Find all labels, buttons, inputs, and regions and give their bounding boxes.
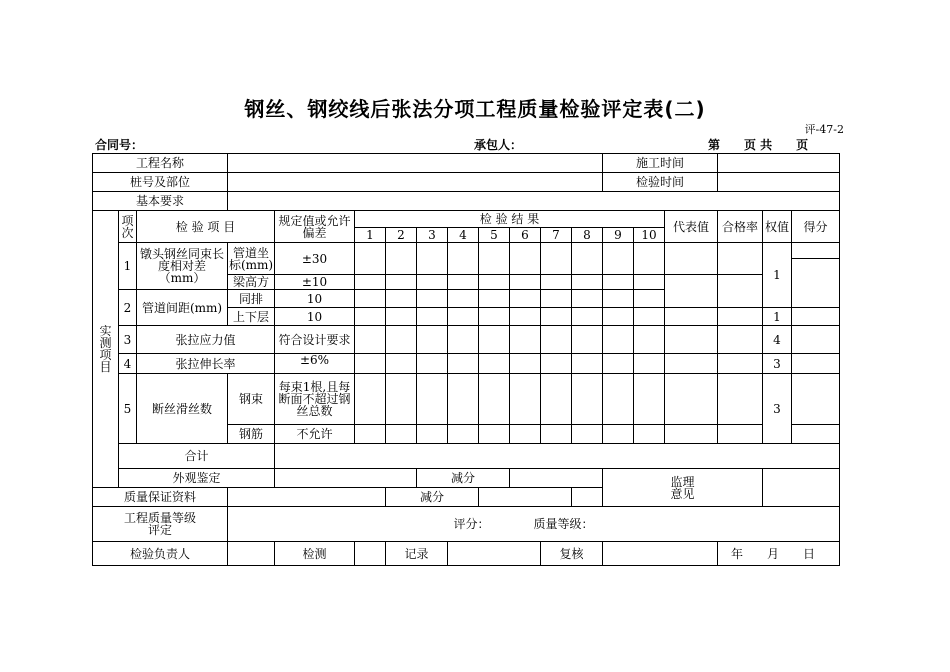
result-cell[interactable] bbox=[792, 326, 840, 354]
station-field[interactable] bbox=[228, 173, 603, 192]
item-2-sub-1-spec: 10 bbox=[275, 290, 355, 308]
station-label: 桩号及部位 bbox=[93, 173, 228, 192]
result-cell[interactable] bbox=[792, 259, 840, 308]
appearance-deduct-field[interactable] bbox=[510, 469, 603, 488]
result-col-3: 3 bbox=[417, 228, 448, 243]
result-cell[interactable] bbox=[792, 308, 840, 326]
result-cell[interactable] bbox=[718, 275, 763, 308]
result-cell[interactable] bbox=[792, 374, 840, 425]
result-cell[interactable] bbox=[541, 290, 572, 308]
result-cell[interactable] bbox=[634, 290, 665, 308]
result-cell[interactable] bbox=[792, 425, 840, 444]
quality-docs-deduct-field[interactable] bbox=[479, 488, 572, 507]
item-5-sub-2-spec: 不允许 bbox=[275, 425, 355, 444]
result-cell[interactable] bbox=[665, 275, 718, 308]
result-cell[interactable] bbox=[386, 374, 417, 425]
result-cell[interactable] bbox=[479, 290, 510, 308]
result-cell[interactable] bbox=[603, 425, 634, 444]
result-cell[interactable] bbox=[355, 290, 386, 308]
item-5-sub-1-spec: 每束1根,且每断面不超过钢丝总数 bbox=[275, 374, 355, 425]
result-cell[interactable] bbox=[572, 425, 603, 444]
result-cell[interactable] bbox=[572, 308, 603, 326]
result-cell[interactable] bbox=[479, 275, 510, 290]
quality-docs-label: 质量保证资料 bbox=[93, 488, 228, 507]
item-1-sub-1-spec: ±30 bbox=[275, 243, 355, 275]
result-cell[interactable] bbox=[417, 243, 448, 275]
item-3-no: 3 bbox=[119, 326, 137, 354]
result-cell[interactable] bbox=[572, 290, 603, 308]
result-cell[interactable] bbox=[634, 425, 665, 444]
result-cell[interactable] bbox=[510, 425, 541, 444]
item-2-sub-1-label: 同排 bbox=[228, 290, 275, 308]
item-1-sub-2-spec: ±10 bbox=[275, 275, 355, 290]
inspection-time-field[interactable] bbox=[718, 173, 840, 192]
item-2-no: 2 bbox=[119, 290, 137, 326]
result-cell[interactable] bbox=[479, 425, 510, 444]
result-col-1: 1 bbox=[355, 228, 386, 243]
result-cell[interactable] bbox=[448, 290, 479, 308]
form-title: 钢丝、钢绞线后张法分项工程质量检验评定表(二) bbox=[244, 97, 706, 121]
form-code: 评-47-2 bbox=[804, 123, 844, 136]
result-cell[interactable] bbox=[603, 308, 634, 326]
score-header: 得分 bbox=[792, 211, 840, 243]
result-cell[interactable] bbox=[479, 354, 510, 374]
result-cell[interactable] bbox=[510, 290, 541, 308]
results-header: 检 验 结 果 bbox=[355, 211, 665, 228]
item-2-sub-2-label: 上下层 bbox=[228, 308, 275, 326]
inspection-label: 检测 bbox=[275, 542, 355, 566]
representative-header: 代表值 bbox=[665, 211, 718, 243]
measured-items-label: 实测项目 bbox=[93, 211, 119, 488]
supervision-field[interactable] bbox=[763, 469, 840, 507]
pass-rate-header: 合格率 bbox=[718, 211, 763, 243]
item-2-sub-2-spec: 10 bbox=[275, 308, 355, 326]
result-cell[interactable] bbox=[386, 326, 417, 354]
result-cell[interactable] bbox=[634, 354, 665, 374]
result-cell[interactable] bbox=[417, 326, 448, 354]
result-cell[interactable] bbox=[510, 243, 541, 275]
result-cell[interactable] bbox=[479, 308, 510, 326]
basic-req-label: 基本要求 bbox=[93, 192, 228, 211]
date-field[interactable]: 年 月 日 bbox=[718, 542, 840, 566]
result-cell[interactable] bbox=[634, 243, 665, 275]
result-cell[interactable] bbox=[510, 308, 541, 326]
item-no-header: 项次 bbox=[119, 211, 137, 243]
result-cell[interactable] bbox=[541, 308, 572, 326]
contractor-label: 承包人： bbox=[474, 138, 523, 152]
basic-req-field[interactable] bbox=[228, 192, 840, 211]
item-1-sub-1-label: 管道坐标(mm) bbox=[228, 243, 275, 275]
result-cell[interactable] bbox=[510, 326, 541, 354]
inspection-form-table bbox=[92, 153, 840, 566]
score-label: 评分： bbox=[453, 517, 490, 531]
result-cell[interactable] bbox=[634, 275, 665, 290]
inspection-field[interactable] bbox=[355, 542, 386, 566]
inspector-head-label: 检验负责人 bbox=[93, 542, 228, 566]
result-cell[interactable] bbox=[718, 308, 763, 326]
item-3-spec: 符合设计要求 bbox=[275, 326, 355, 354]
item-3-name: 张拉应力值 bbox=[137, 326, 275, 354]
item-3-weight: 4 bbox=[763, 326, 792, 354]
result-cell[interactable] bbox=[448, 308, 479, 326]
result-cell[interactable] bbox=[665, 308, 718, 326]
result-cell[interactable] bbox=[792, 354, 840, 374]
grade-field[interactable] bbox=[228, 507, 840, 542]
item-4-no: 4 bbox=[119, 354, 137, 374]
result-cell[interactable] bbox=[603, 275, 634, 290]
result-cell[interactable] bbox=[355, 354, 386, 374]
result-cell[interactable] bbox=[665, 374, 718, 425]
result-cell[interactable] bbox=[510, 374, 541, 425]
project-name-field[interactable] bbox=[228, 154, 603, 173]
appearance-label: 外观鉴定 bbox=[119, 469, 275, 488]
result-cell[interactable] bbox=[665, 326, 718, 354]
quality-grade-label: 质量等级： bbox=[533, 517, 594, 531]
record-label: 记录 bbox=[386, 542, 448, 566]
result-cell[interactable] bbox=[541, 374, 572, 425]
result-col-5: 5 bbox=[479, 228, 510, 243]
supervision-label: 监理意见 bbox=[603, 469, 763, 507]
result-cell[interactable] bbox=[386, 290, 417, 308]
result-cell[interactable] bbox=[386, 354, 417, 374]
result-cell[interactable] bbox=[541, 354, 572, 374]
appearance-deduct-label: 减分 bbox=[417, 469, 510, 488]
result-cell[interactable] bbox=[417, 275, 448, 290]
inspection-item-header: 检 验 项 目 bbox=[137, 211, 275, 243]
result-cell[interactable] bbox=[665, 425, 718, 444]
result-cell[interactable] bbox=[386, 308, 417, 326]
item-5-sub-1-label: 钢束 bbox=[228, 374, 275, 425]
result-cell[interactable] bbox=[355, 243, 386, 275]
total-label: 合计 bbox=[119, 444, 275, 469]
item-1-no: 1 bbox=[119, 243, 137, 290]
result-cell[interactable] bbox=[448, 425, 479, 444]
review-field[interactable] bbox=[603, 542, 718, 566]
result-cell[interactable] bbox=[355, 374, 386, 425]
result-cell[interactable] bbox=[572, 243, 603, 275]
result-cell[interactable] bbox=[572, 275, 603, 290]
construction-time-label: 施工时间 bbox=[603, 154, 718, 173]
result-col-7: 7 bbox=[541, 228, 572, 243]
result-cell[interactable] bbox=[718, 326, 763, 354]
result-cell[interactable] bbox=[541, 275, 572, 290]
item-5-no: 5 bbox=[119, 374, 137, 444]
record-field[interactable] bbox=[448, 542, 541, 566]
review-label: 复核 bbox=[541, 542, 603, 566]
result-cell[interactable] bbox=[510, 275, 541, 290]
item-4-name: 张拉伸长率 bbox=[137, 354, 275, 374]
quality-docs-deduct-label: 减分 bbox=[386, 488, 479, 507]
inspection-time-label: 检验时间 bbox=[603, 173, 718, 192]
weight-header: 权值 bbox=[763, 211, 792, 243]
quality-docs-field[interactable] bbox=[228, 488, 386, 507]
construction-time-field[interactable] bbox=[718, 154, 840, 173]
total-field[interactable] bbox=[275, 444, 840, 469]
item-2-weight: 1 bbox=[763, 308, 792, 326]
result-cell[interactable] bbox=[510, 354, 541, 374]
result-cell[interactable] bbox=[448, 275, 479, 290]
result-cell[interactable] bbox=[665, 354, 718, 374]
result-col-9: 9 bbox=[603, 228, 634, 243]
item-5-sub-2-label: 钢筋 bbox=[228, 425, 275, 444]
result-cell[interactable] bbox=[386, 275, 417, 290]
result-cell[interactable] bbox=[541, 243, 572, 275]
result-cell[interactable] bbox=[417, 308, 448, 326]
page-info: 第 页 共 页 bbox=[708, 138, 809, 152]
result-cell[interactable] bbox=[718, 243, 763, 275]
result-cell[interactable] bbox=[355, 308, 386, 326]
result-cell[interactable] bbox=[603, 243, 634, 275]
grade-label: 工程质量等级评定 bbox=[93, 507, 228, 542]
result-cell[interactable] bbox=[541, 326, 572, 354]
result-cell[interactable] bbox=[479, 326, 510, 354]
item-5-name: 断丝滑丝数 bbox=[137, 374, 228, 444]
result-cell[interactable] bbox=[479, 374, 510, 425]
project-name-label: 工程名称 bbox=[93, 154, 228, 173]
result-cell[interactable] bbox=[417, 374, 448, 425]
result-cell[interactable] bbox=[386, 425, 417, 444]
result-cell[interactable] bbox=[448, 326, 479, 354]
result-cell[interactable] bbox=[448, 374, 479, 425]
inspector-head-field[interactable] bbox=[228, 542, 275, 566]
result-cell[interactable] bbox=[572, 374, 603, 425]
result-cell[interactable] bbox=[448, 354, 479, 374]
result-cell[interactable] bbox=[792, 243, 840, 259]
result-cell[interactable] bbox=[634, 374, 665, 425]
result-cell[interactable] bbox=[417, 290, 448, 308]
result-cell[interactable] bbox=[718, 354, 763, 374]
result-cell[interactable] bbox=[541, 425, 572, 444]
result-cell[interactable] bbox=[603, 326, 634, 354]
result-cell[interactable] bbox=[355, 326, 386, 354]
result-cell[interactable] bbox=[718, 374, 763, 425]
result-cell[interactable] bbox=[634, 308, 665, 326]
result-cell[interactable] bbox=[603, 374, 634, 425]
result-cell[interactable] bbox=[355, 425, 386, 444]
appearance-field[interactable] bbox=[275, 469, 417, 488]
result-col-10: 10 bbox=[634, 228, 665, 243]
result-cell[interactable] bbox=[572, 326, 603, 354]
item-4-weight: 3 bbox=[763, 354, 792, 374]
result-cell[interactable] bbox=[718, 425, 763, 444]
spec-header: 规定值或允许偏差 bbox=[275, 211, 355, 243]
result-cell[interactable] bbox=[479, 243, 510, 275]
item-5-weight: 3 bbox=[763, 374, 792, 444]
result-col-6: 6 bbox=[510, 228, 541, 243]
item-1-name: 镦头钢丝同束长度相对差（mm） bbox=[137, 243, 228, 290]
result-cell[interactable] bbox=[417, 354, 448, 374]
item-2-name: 管道间距(mm) bbox=[137, 290, 228, 326]
result-cell[interactable] bbox=[634, 326, 665, 354]
result-col-4: 4 bbox=[448, 228, 479, 243]
result-cell[interactable] bbox=[665, 243, 718, 275]
item-1-weight: 1 bbox=[763, 243, 792, 308]
result-cell[interactable] bbox=[603, 354, 634, 374]
result-col-2: 2 bbox=[386, 228, 417, 243]
result-cell[interactable] bbox=[386, 243, 417, 275]
item-4-spec: ±6% bbox=[275, 354, 355, 374]
result-cell[interactable] bbox=[417, 425, 448, 444]
result-col-8: 8 bbox=[572, 228, 603, 243]
result-cell[interactable] bbox=[572, 354, 603, 374]
result-cell[interactable] bbox=[355, 275, 386, 290]
item-1-sub-2-label: 梁高方 bbox=[228, 275, 275, 290]
contract-no-label: 合同号： bbox=[95, 138, 144, 152]
result-cell[interactable] bbox=[603, 290, 634, 308]
result-cell[interactable] bbox=[448, 243, 479, 275]
